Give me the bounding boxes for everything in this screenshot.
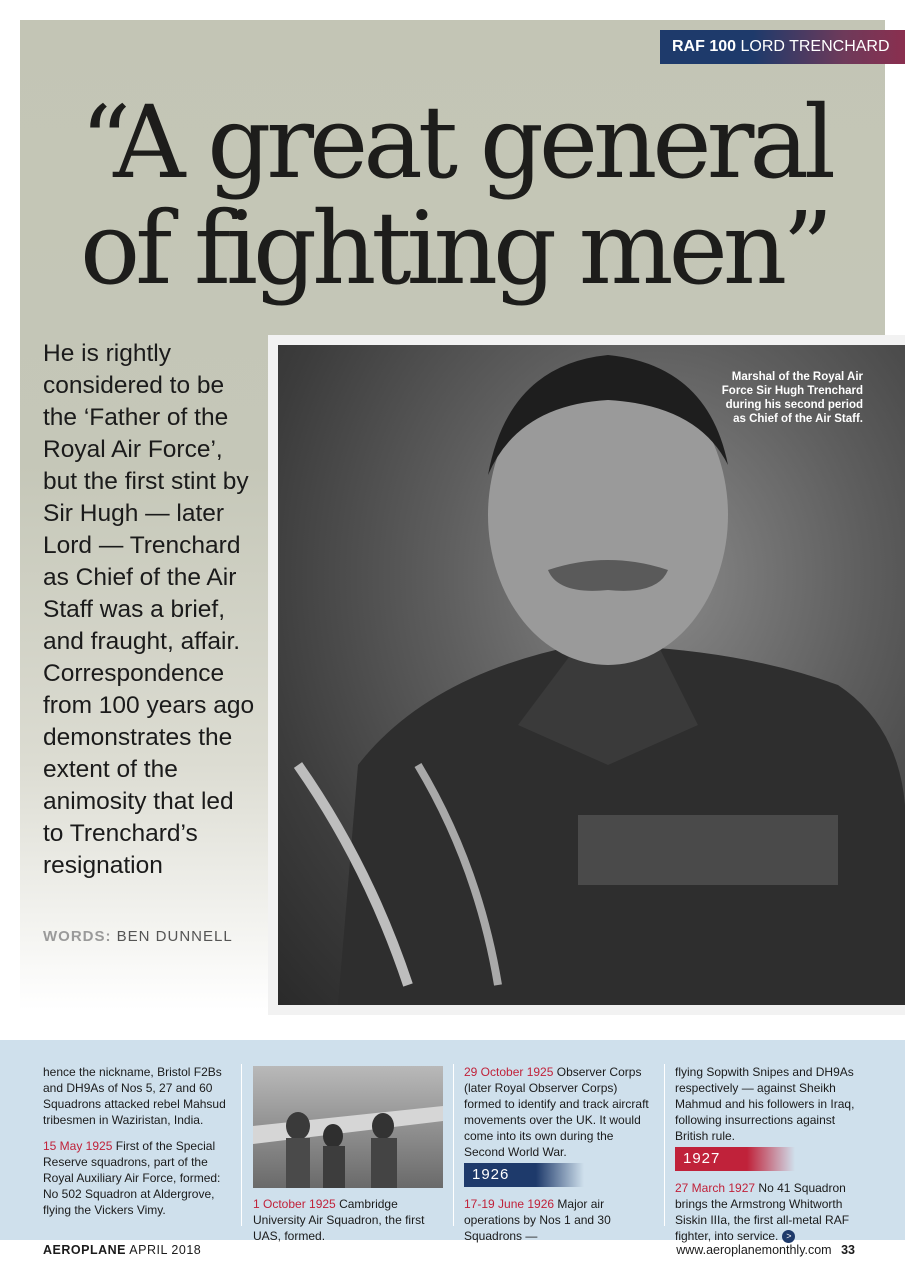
standfirst: He is rightly considered to be the ‘Father of the Royal Air Force’, but the first stint by Sir Hugh — later Lord — Trenchard as Chief of the Air Staff was a brief, and fraught, affair. Correspondence from 100 years ago demonstrates the extent of the animosity that led to Trenchard’s resignation (43, 340, 255, 879)
timeline-entry (43, 1138, 228, 1218)
timeline-entry (464, 1064, 654, 1160)
footer-magazine (43, 1243, 201, 1257)
entry-text: First of the Special Reserve squadrons, part of the Royal Auxiliary Air Force, formed: No 502 Squadron at Aldergrove, flying the Vickers Vimy. (43, 1139, 221, 1217)
byline-label: WORDS: (43, 928, 112, 945)
timeline-column-3-lower (464, 1196, 654, 1254)
section-tag (660, 30, 905, 64)
portrait-photo (278, 345, 905, 1005)
entry-date: 15 May 1925 (43, 1139, 113, 1153)
timeline-entry (464, 1196, 654, 1244)
entry-text: Observer Corps (later Royal Observer Corps) formed to identify and track aircraft movements over the UK. It would come into its own during the Second World War. (464, 1065, 649, 1159)
entry-text: No 41 Squadron brings the Armstrong Whitworth Siskin IIIa, the first all-metal RAF fighter, into service. (675, 1181, 850, 1243)
section-tag-series: RAF 100 (672, 38, 737, 55)
timeline-continuation: hence the nickname, Bristol F2Bs and DH9As of Nos 5, 27 and 60 Squadrons attacked rebel Mahsud tribesmen in Waziristan, India. (43, 1065, 226, 1127)
timeline-column-2 (253, 1196, 443, 1254)
byline (43, 928, 233, 945)
portrait-figure (278, 345, 905, 1005)
timeline-entry (675, 1180, 870, 1244)
headline: “A great general of fighting men” (80, 84, 832, 307)
entry-date: 17-19 June 1926 (464, 1197, 555, 1211)
entry-date: 27 March 1927 (675, 1181, 756, 1195)
squadron-photo (253, 1066, 443, 1188)
photo-caption: Marshal of the Royal Air Force Sir Hugh Trenchard during his second period as Chief of the Air Staff. (721, 371, 863, 425)
website-url: www.aeroplanemonthly.com (676, 1243, 832, 1257)
issue-date: APRIL 2018 (129, 1243, 202, 1257)
squadron-figures (253, 1066, 443, 1188)
timeline-column-3 (464, 1064, 654, 1170)
column-divider (453, 1064, 454, 1226)
entry-text: Major air operations by Nos 1 and 30 Squadrons — (464, 1197, 611, 1243)
timeline-column-1 (43, 1064, 228, 1228)
timeline-column-4 (675, 1064, 865, 1154)
entry-text: Cambridge University Air Squadron, the first UAS, formed. (253, 1197, 425, 1243)
entry-date: 29 October 1925 (464, 1065, 554, 1079)
year-tag-1927: 1927 (675, 1147, 795, 1171)
timeline-continuation: flying Sopwith Snipes and DH9As respectively — against Sheikh Mahmud and his followers in Iraq, following insurrections against British rule. (675, 1065, 855, 1143)
footer-site (676, 1243, 855, 1257)
section-tag-topic: LORD TRENCHARD (740, 38, 890, 55)
column-divider (241, 1064, 242, 1226)
year-tag-1926: 1926 (464, 1163, 584, 1187)
arrow-right-icon: > (782, 1230, 795, 1243)
column-divider (664, 1064, 665, 1226)
entry-date: 1 October 1925 (253, 1197, 336, 1211)
timeline-entry (253, 1196, 443, 1244)
page-number: 33 (841, 1243, 855, 1257)
byline-author: BEN DUNNELL (116, 928, 233, 945)
magazine-name: AEROPLANE (43, 1243, 126, 1257)
